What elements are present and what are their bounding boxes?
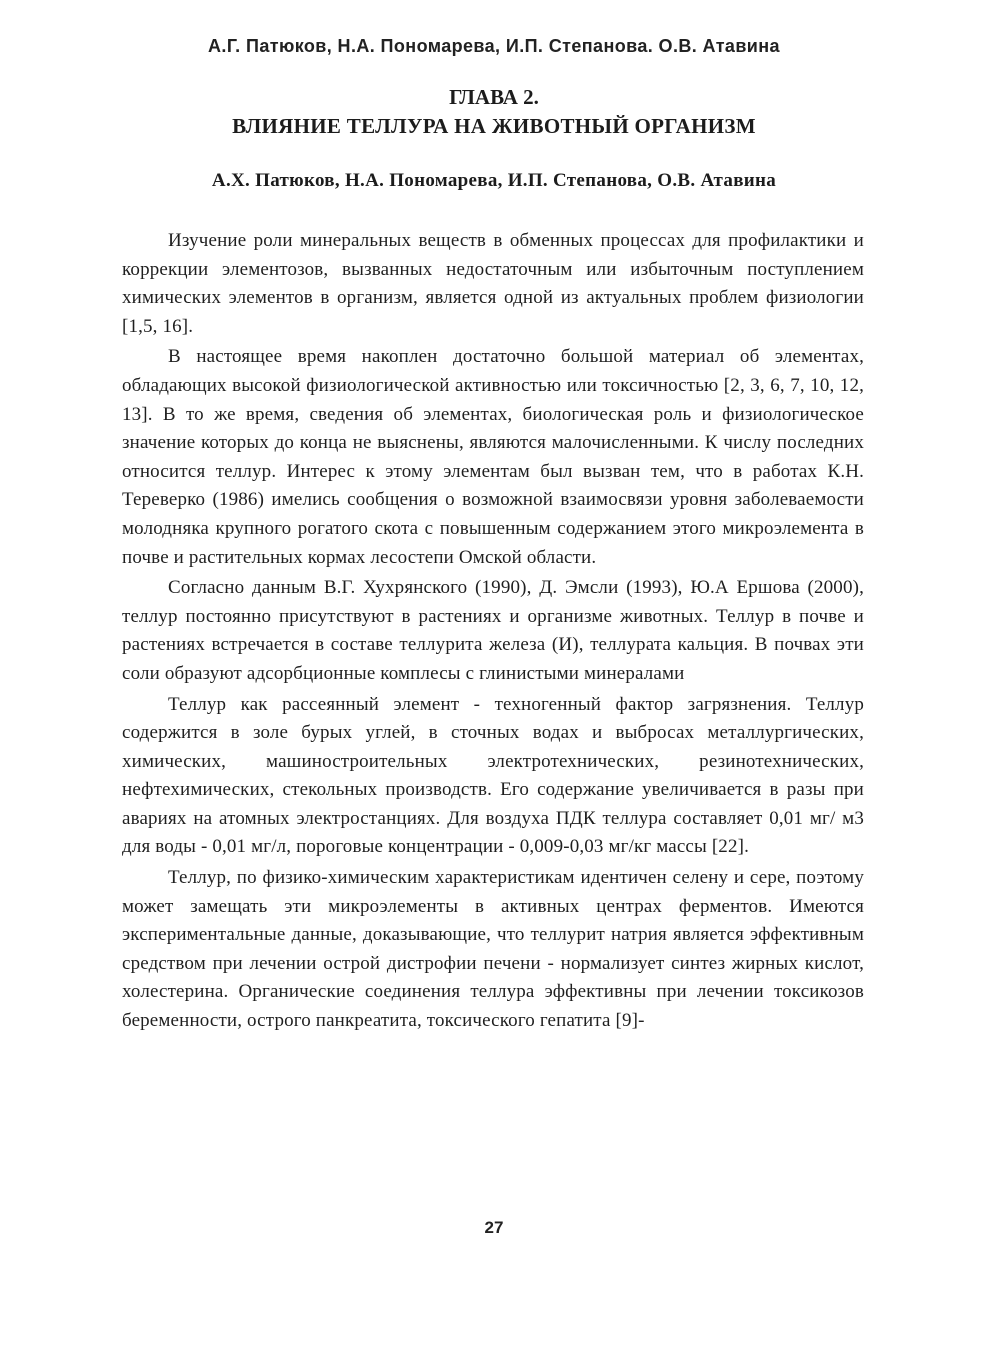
- paragraph: Согласно данным В.Г. Хухрянского (1990), Д. Эмсли (1993), Ю.А Ершова (2000), теллур постоянно присутствуют в растениях и организме животных. Теллур в почве и растениях встречается в составе теллурита железа (И), теллурата кальция. В почвах эти соли образуют адсорбционные комплесы с глинистыми минералами: [122, 577, 864, 684]
- paragraph: Теллур, по физико-химическим характеристикам идентичен селену и сере, поэтому может замещать эти микроэлементы в активных центрах ферментов. Имеются экспериментальные данные, доказывающие, что теллурит натрия является эффективным средством при лечении острой дистрофии печени - нормализует синтез жирных кислот, холестерина. Органические соединения теллура эффективны при лечении токсикозов беременности, острого панкреатита, токсического гепатита [9]-: [122, 867, 864, 1032]
- chapter-title: ВЛИЯНИЕ ТЕЛЛУРА НА ЖИВОТНЫЙ ОРГАНИЗМ: [232, 114, 756, 138]
- paragraph: В настоящее время накоплен достаточно большой материал об элементах, обладающих высокой физиологической активностью или токсичностью [2, 3, 6, 7, 10, 12, 13]. В то же время, сведения об элементах, биологическая роль и физиологическое значение которых до конца не выяснены, являются малочисленными. К числу последних относится теллур. Интерес к этому элементам был вызван тем, что в работах К.Н. Тереверко (1986) имелись сообщения о возможной взаимосвязи уровня заболеваемости молодняка крупного рогатого скота с повышенным содержанием этого микроэлемента в почве и растительных кормах лесостепи Омской области.: [122, 346, 864, 568]
- chapter-heading: [0, 84, 988, 141]
- paragraph: Теллур как рассеянный элемент - техногенный фактор загрязнения. Теллур содержится в золе бурых углей, в сточных водах и выбросах металлургических, химических, машиностроительных электротехнических, резинотехнических, нефтехимических, стекольных производств. Его содержание увеличивается в разы при авариях на атомных электростанциях. Для воздуха ПДК теллура составляет 0,01 мг/ м3 для воды - 0,01 мг/л, пороговые концентрации - 0,009-0,03 мг/кг массы [22].: [122, 693, 864, 858]
- running-head: А.Г. Патюков, Н.А. Пономарева, И.П. Степанова. О.В. Атавина: [208, 36, 780, 56]
- page-number: 27: [484, 1218, 504, 1237]
- chapter-number: ГЛАВА 2.: [449, 85, 539, 109]
- paragraph: Изучение роли минеральных веществ в обменных процессах для профилактики и коррекции элементозов, вызванных недостаточным или избыточным поступлением химических элементов в организм, является одной из актуальных проблем физиологии [1,5, 16].: [122, 230, 864, 337]
- chapter-authors: А.Х. Патюков, Н.А. Пономарева, И.П. Степанова, О.В. Атавина: [211, 170, 777, 191]
- body-text: [122, 227, 864, 1038]
